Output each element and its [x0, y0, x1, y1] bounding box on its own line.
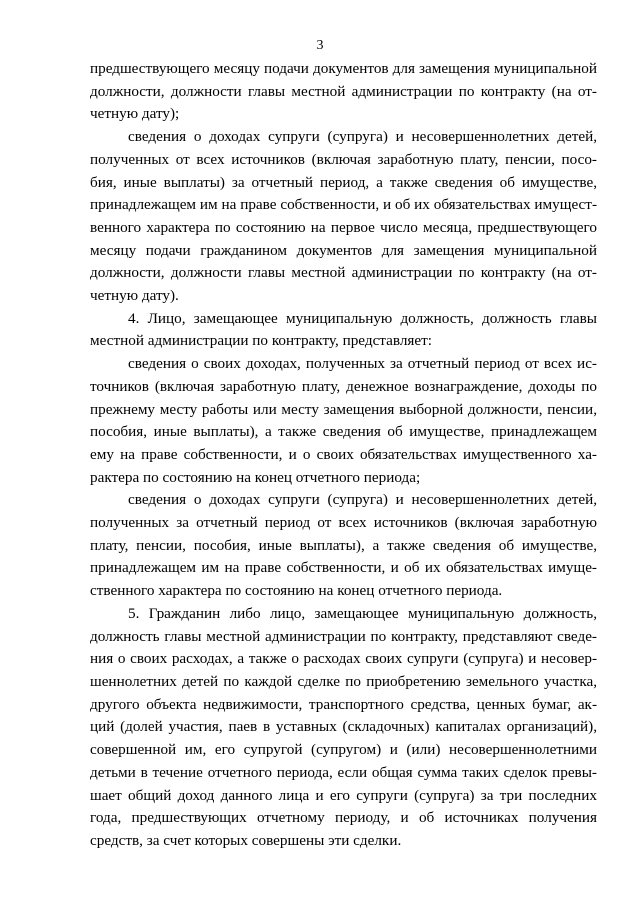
paragraph — [90, 603, 597, 853]
text-line: ему на праве собственности, и о своих обязательствах имущественного ха- — [90, 445, 597, 463]
paragraph — [90, 308, 597, 353]
text-line: ния о своих расходах, а также о расходах своих супруги (супруга) и несовер- — [90, 650, 597, 668]
text-line: полученных за отчетный период от всех источников (включая заработную — [90, 514, 597, 532]
page-number: 3 — [316, 38, 324, 53]
text-line: шеннолетних детей по каждой сделке по приобретению земельного участка, — [90, 672, 597, 690]
text-line: прежнему месту работы или месту замещения выборной должности, пенсии, — [90, 400, 597, 418]
paragraph — [90, 58, 597, 126]
text-line: совершенной им, его супругой (супругом) и (или) несовершеннолетними — [90, 741, 597, 759]
text-line: местной администрации по контракту, представляет: — [90, 332, 433, 350]
text-line: точников (включая заработную плату, денежное вознаграждение, доходы по — [90, 377, 597, 395]
text-line: сведения о доходах супруги (супруга) и несовершеннолетних детей, — [128, 128, 597, 146]
text-line: должности, должности главы местной администрации по контракту (на от- — [90, 264, 597, 282]
text-line: четную дату); — [90, 105, 180, 123]
text-line: года, предшествующих отчетному периоду, и об источниках получения — [90, 809, 597, 827]
text-line: средств, за счет которых совершены эти сделки. — [90, 831, 402, 849]
document-body — [90, 58, 597, 853]
text-line: четную дату). — [90, 287, 179, 305]
text-line: ций (долей участия, паев в уставных (складочных) капиталах организаций), — [90, 718, 597, 736]
text-line: плату, пенсии, пособия, иные выплаты), а также сведения об имуществе, — [90, 536, 597, 554]
text-line: принадлежащем им на праве собственности, и об их обязательствах имуще- — [90, 559, 597, 577]
paragraph — [90, 489, 597, 603]
text-line: другого объекта недвижимости, транспортного средства, ценных бумаг, ак- — [90, 695, 597, 713]
paragraph — [90, 126, 597, 308]
text-line: рактера по состоянию на конец отчетного периода; — [90, 468, 421, 486]
text-line: 5. Гражданин либо лицо, замещающее муниципальную должность, — [128, 604, 597, 622]
text-line: предшествующего месяцу подачи документов для замещения муниципальной — [90, 60, 597, 77]
text-line: сведения о своих доходах, полученных за отчетный период от всех ис- — [128, 355, 597, 373]
text-line: должность главы местной администрации по контракту, представляют сведе- — [90, 627, 597, 645]
paragraph — [90, 353, 597, 489]
text-line: венного характера по состоянию на первое число месяца, предшествующего — [90, 218, 597, 236]
text-line: полученных от всех источников (включая заработную плату, пенсии, посо- — [90, 150, 597, 168]
text-line: детьми в течение отчетного периода, если общая сумма таких сделок превы- — [90, 763, 597, 781]
text-line: шает общий доход данного лица и его супруги (супруга) за три последних — [90, 786, 597, 804]
text-line: 4. Лицо, замещающее муниципальную должность, должность главы — [128, 309, 597, 327]
text-line: сведения о доходах супруги (супруга) и несовершеннолетних детей, — [128, 491, 597, 509]
text-line: месяцу подачи гражданином документов для замещения муниципальной — [90, 241, 597, 259]
text-line: бия, иные выплаты) за отчетный период, а также сведения об имуществе, — [90, 173, 597, 191]
text-line: принадлежащем им на праве собственности, и об их обязательствах имущест- — [90, 196, 597, 214]
text-line: должности, должности главы местной администрации по контракту (на от- — [90, 82, 597, 100]
text-line: ственного характера по состоянию на конец отчетного периода. — [90, 582, 503, 600]
text-line: пособия, иные выплаты), а также сведения об имуществе, принадлежащем — [90, 423, 597, 441]
